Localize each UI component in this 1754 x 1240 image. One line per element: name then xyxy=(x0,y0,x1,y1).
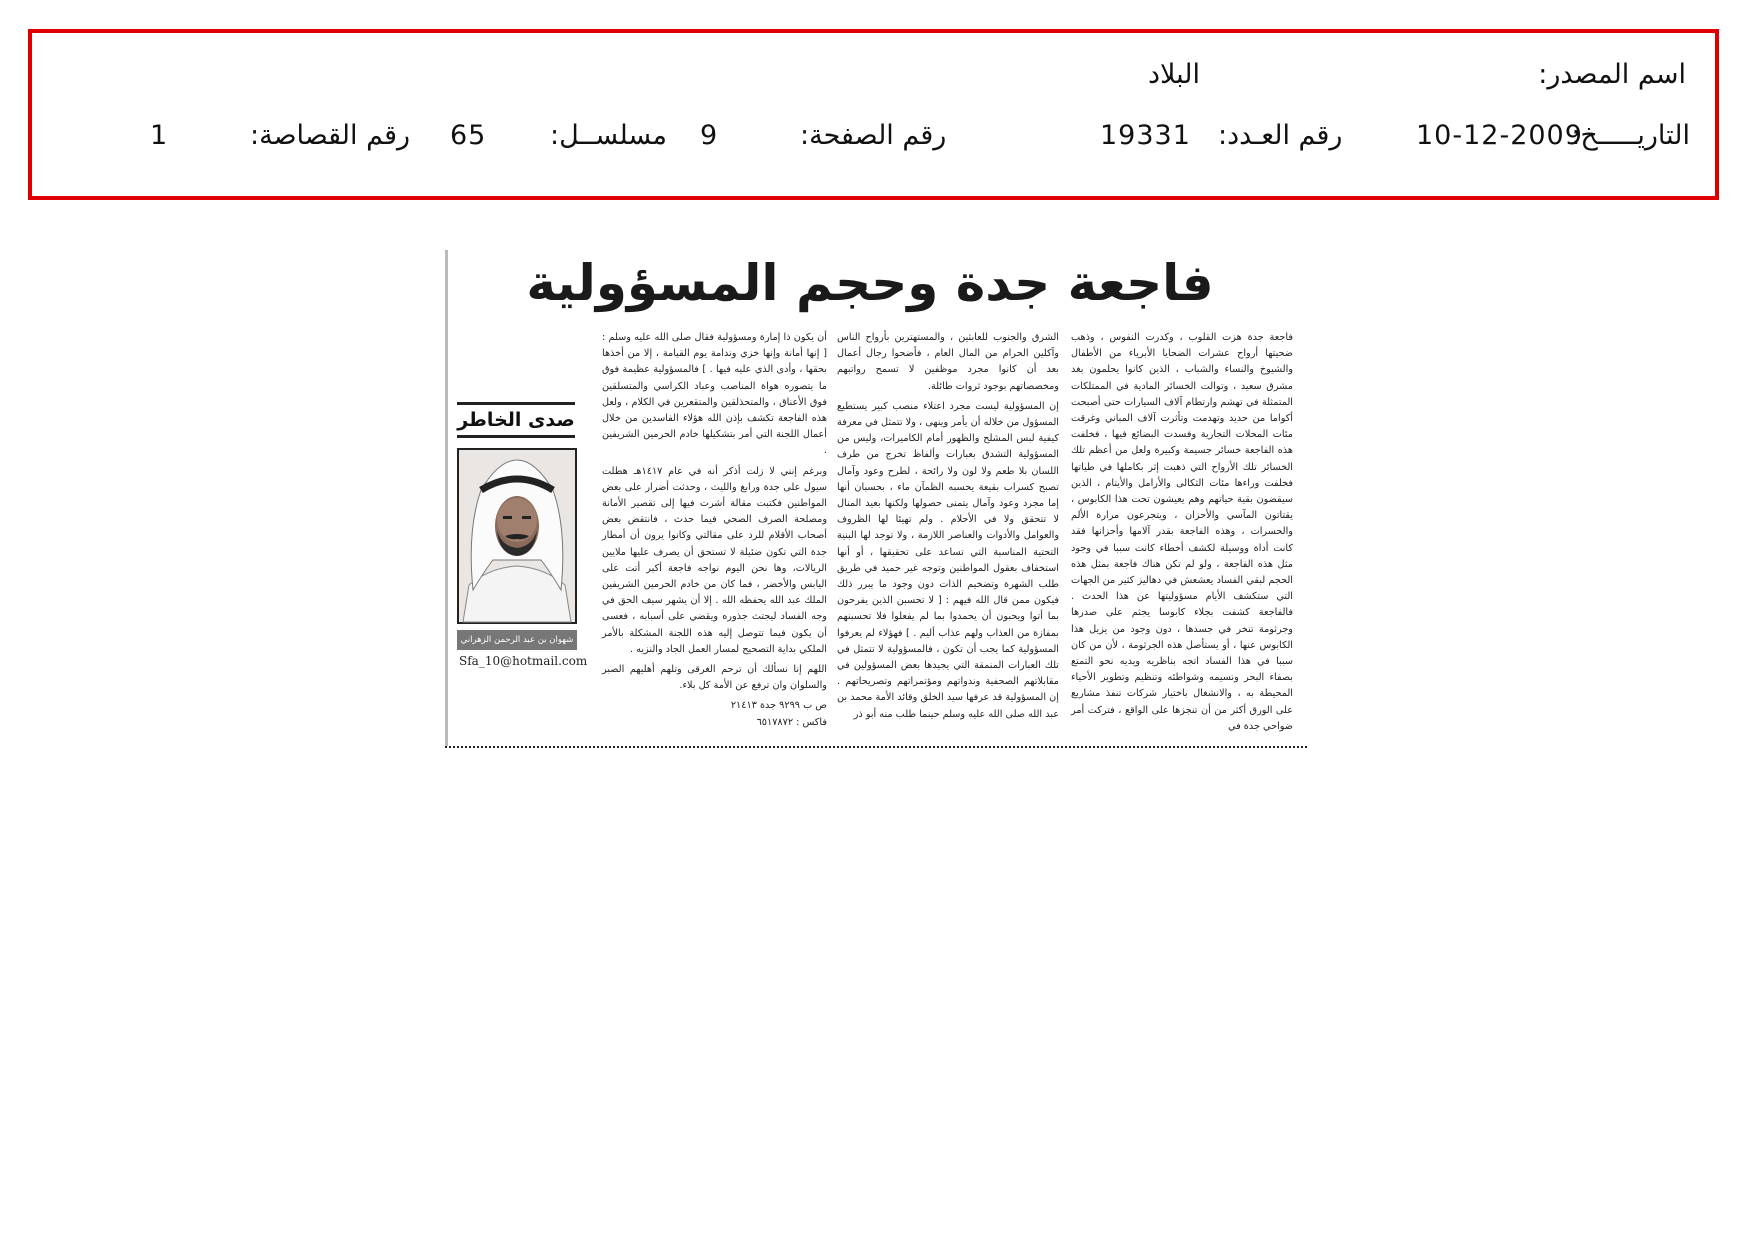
clip-number-value: 1 xyxy=(150,120,169,151)
author-name-caption: شهوان بن عبد الرحمن الزهراني xyxy=(457,630,577,650)
source-value: البلاد xyxy=(1148,59,1201,90)
article-column-2 xyxy=(837,330,1059,725)
article-paragraph: إن المسؤولية ليست مجرد اعتلاء منصب كبير يستطيع المسؤول من خلاله أن يأمر وينهى ، ولا تتمثل في معرفة كيفية لبس المشلح والظهور أمام الكاميرات، وليس من المسؤولية التشدق بعبارات وألفاظ تخرج من طرف اللسان بلا طعم ولا لون ولا رائحة ، لطرح وعود وآمال تصبح كسراب بقيعة يحسبه الظمآن ماء ، بحسبان أنها إما مجرد وعود وآمال يتمنى حصولها ولكنها بعيد المنال لا تتحقق ولا في الأحلام . ولم تهيئا لها الظروف والعوامل والأدوات والعناصر اللازمة ، ولا توجد لها البنية التحتية المناسبة التي تساعد على تحقيقها ، أو أنها استخفاف بعقول المواطنين وتوجه غير حميد في طريق طلب الشهرة وتضخيم الذات دون وجود ما يبرر ذلك فيكون ممن قال الله فيهم : [ لا تحسبن الذين يفرحون بما أتوا ويحبون أن يحمدوا بما لم يفعلوا فلا تحسبنهم بمفازة من العذاب ولهم عذاب أليم . ] فهؤلاء لم يعرفوا المسؤولية كما يجب أن تكون ، فالمسؤولية لا تتمثل في تلك العبارات المنمقة التي يجيدها بعض المسؤولين في مقابلاتهم الصحفية وندواتهم ومؤتمراتهم وتصريحاتهم . إن المسؤولية قد عرفها سيد الخلق وقائد الأمة محمد بن عبد الله صلى الله عليه وسلم حينما طلب منه أبو ذر xyxy=(837,400,1059,720)
article-paragraph: اللهم إنا نسألك أن ترحم الغرقى وتلهم أهليهم الصبر والسلوان وان ترفع عن الأمة كل بلاء. xyxy=(602,664,827,692)
author-photo xyxy=(457,448,577,624)
article-column-3 xyxy=(602,330,827,728)
page-value: 9 xyxy=(700,120,719,151)
newspaper-clipping xyxy=(445,250,1315,750)
author-email: Sfa_10@hotmail.com xyxy=(459,654,588,668)
issue-value: 19331 xyxy=(1100,120,1191,151)
contact-fax: فاكس : ٦٥١٧٨٧٢ xyxy=(756,716,827,728)
issue-label: رقم العـدد: xyxy=(1218,120,1343,151)
date-label: التاريـــــخ: xyxy=(1571,120,1690,151)
article-column-1 xyxy=(1071,330,1293,732)
article-headline: فاجعة جدة وحجم المسؤولية xyxy=(526,254,1214,312)
article-paragraph: الشرق والجنوب للعابثين ، والمستهترين بأرواح الناس وآكلين الحرام من المال العام ، فأضحوا رجال أعمال بعد أن كانوا مجرد موظفين لا تسمح رواتبهم ومخصصاتهم بوجود ثروات طائلة. xyxy=(837,332,1059,392)
article-paragraph: فاجعة جدة هزت القلوب ، وكدرت النفوس ، وذهب ضحيتها أرواح عشرات الضحايا الأبرياء من الأطفال والشيوخ والنساء والشباب ، الذين كانوا يحلمون بغد مشرق سعيد ، وتوالت الخسائر المادية في الممتلكات المتمثلة في تهشم وارتطام آلاف السيارات حتى أصبحت أكواما من حديد وتهدمت وتأثرت آلاف المباني وغرقت مئات المحلات التجارية وفسدت البضائع فيها ، فخلفت هذه الفاجعة خسائر جسيمة وكبيرة ولعل من أعظم تلك الخسائر تلك الأرواح التي ذهبت إثر بكاملها في طياتها فخلفت وراءها مئات الثكالى والأرامل والأيتام ، الذين سيقضون بقية حياتهم وهم يعيشون تحت هذا الكابوس ، يقتاتون المآسي والأحزان ، ويتجرعون مرارة الألم والحسرات ، وهذه الفاجعة بقدر آلامها وأحزانها فقد كانت أداة ووسيلة لكشف أخطاء كانت سببا في وجود مثل هذه الفاجعة ، ولو لم تكن هناك فاجعة بمثل هذه الحجم لبقي الفساد يعشعش في دهاليز كثير من الجهات التي ستكشف الأيام مسؤوليتها عن هذا الحدث . فالفاجعة كشفت بجلاء كابوسا يجثم على صدرها وجرثومة تنخر في جسدها ، دون وجود من يزيل هذا الكابوس عنها ، أو يستأصل هذه الجرثومة ، لأن من كان سببا في هذا الفساد اتجه بناظريه ويديه نحو التمتع بصفاء البحر ونسيمه وشواطئه وتنظيم وتطوير الأحياء المحيطة به ، والانشغال باختيار شركات تنفذ مشاريع على الورق أكثر من أن تنجزها على الواقع ، فتركت أمر ضواحي جدة في xyxy=(1071,332,1293,732)
date-value: 10-12-2009 xyxy=(1416,120,1583,151)
serial-value: 65 xyxy=(450,120,487,151)
article-paragraph: أن يكون ذا إمارة ومسؤولية فقال صلى الله عليه وسلم : [ إنها أمانة وإنها خزي وندامة يوم القيامة ، إلا من أخذها بحقها ، وأدى الذي عليه فيها . ] فالمسؤولية عظيمة فوق ما يتصوره هواة المناصب وعباد الكراسي والمتسلقين فوق الأعناق ، والمتحذلقين والمتقعرين في الكلام ، ولعل هذه الفاجعة تكشف بإذن الله هؤلاء الفاسدين من خلال أعمال اللجنة التي أمر بتشكيلها خادم الحرمين الشريفين . xyxy=(602,332,827,457)
serial-label: مسلســل: xyxy=(550,120,667,151)
source-metadata-box xyxy=(28,29,1719,200)
source-label: اسم المصدر: xyxy=(1538,59,1686,90)
column-name-logo: صدى الخاطر xyxy=(457,402,575,438)
page-label: رقم الصفحة: xyxy=(800,120,947,151)
contact-po-box: ص ب ٩٢٩٩ جدة ٢١٤١٣ xyxy=(730,700,827,712)
clipping-edge xyxy=(445,250,448,746)
article-paragraph: وبرغم إنني لا زلت أذكر أنه في عام ١٤١٧هـ هطلت سيول على جدة ورابغ والليث ، وحدثت أضرار على بعض المواطنين فكتبت مقالة أشرت فيها إلى تقصير الأمانة ومصلحة الصرف الصحي فيما حدث ، فانتقض بعض أصحاب الأقلام للرد على مقالتي وكانوا يرون أن أمطار جدة التي تكون ضئيلة لا تستحق أن يصرف عليها ملايين الريالات، وها نحن اليوم نواجه فاجعة أكبر أتت على اليابس والأخضر ، فما كان من خادم الحرمين الشريفين الملك عبد الله يحفظه الله . إلا أن يشهر سيف الحق في وجه الفساد ليجتث جذوره ويقضي على أسبابه ، فعسى أن يكون فيما تتوصل إليه هذه اللجنة المشكلة بالأمر الملكي بداية التصحيح لمسار العمل الجاد والنزيه . xyxy=(602,465,827,655)
clip-number-label: رقم القصاصة: xyxy=(250,120,411,151)
author-portrait-image xyxy=(459,450,575,622)
clipping-bottom-dotted-rule xyxy=(445,746,1307,748)
